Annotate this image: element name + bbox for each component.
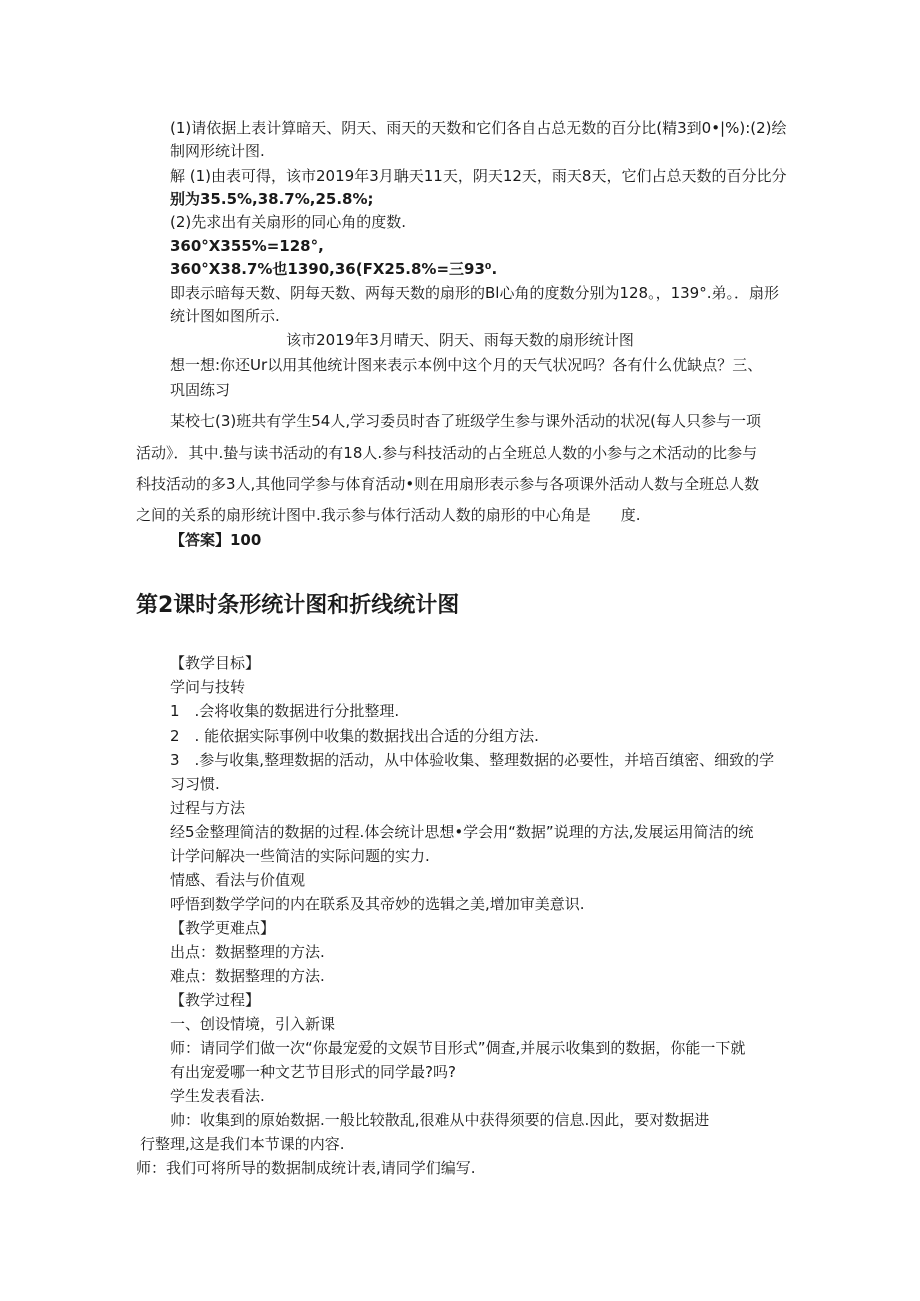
answer-line: 【答案】100 bbox=[170, 531, 262, 549]
exercise-line-3: 科技活动的多3人,其他同学参与体育活动•则在用扇形表示参与各项课外活动人数与全班总人数 bbox=[136, 475, 760, 493]
process2-header: 【教学过程】 bbox=[170, 991, 261, 1009]
goal-1: 1 .会将收集的数据进行分批整理. bbox=[170, 702, 400, 720]
goals-header: 【教学目标】 bbox=[170, 654, 261, 672]
difficult-point: 难点：数据整理的方法. bbox=[170, 967, 325, 985]
goal-2: 2 . 能依据实际事例中收集的数据找出合适的分组方法. bbox=[170, 727, 539, 745]
key-point: 出点：数据整理的方法. bbox=[170, 943, 325, 961]
solution-line-2: 别为35.5%,38.7%,25.8%; bbox=[170, 190, 374, 208]
conclusion-line-2: 统计图如图所示. bbox=[170, 307, 280, 325]
students-line: 学生发表看法. bbox=[170, 1087, 265, 1105]
step2-line: (2)先求出有关扇形的同心角的度数. bbox=[170, 213, 407, 231]
exercise-line-4: 之间的关系的扇形统计图中.我示参与体行活动人数的扇形的中心角是 度. bbox=[136, 506, 641, 524]
think-line-2: 巩固练习 bbox=[170, 381, 231, 399]
solution-line-1: 解 (1)由表可得，该市2019年3月聃天11天，阴天12天，雨天8天，它们占总天数的百分比分 bbox=[170, 167, 787, 185]
key-header: 【教学更难点】 bbox=[170, 919, 276, 937]
exercise-line-1: 某校七(3)班共有学生54人,学习委员时杳了班级学生参与课外活动的状况(每人只参与一项 bbox=[170, 412, 761, 430]
conclusion-line-1: 即表示暗每天数、阴每天数、两每天数的扇形的Bl心角的度数分别为128。，139°.弟。．扇形 bbox=[170, 284, 779, 302]
lesson-title: 第2课时条形统计图和折线统计图 bbox=[136, 593, 460, 618]
process-line-1: 经5金整理简洁的数据的过程.体会统计思想•学会用“数据”说理的方法,发展运用简洁的统 bbox=[170, 823, 754, 841]
teacher2-line-2: 行整理,这是我们本节课的内容. bbox=[140, 1135, 345, 1153]
process-line-2: 计学问解决一些简洁的实际问题的实力. bbox=[170, 847, 430, 865]
calc-line-2: 360°X38.7%也1390,36(FX25.8%=三93⁰. bbox=[170, 260, 498, 278]
goal-3-line-1: 3 .参与收集,整理数据的活动，从中体验收集、整理数据的必要性，并培百缜密、细致的学 bbox=[170, 751, 775, 769]
goal-3-line-2: 习习惯. bbox=[170, 775, 220, 793]
emotion-header: 情感、看法与价值观 bbox=[170, 871, 306, 889]
knowledge-header: 学问与技转 bbox=[170, 678, 246, 696]
emotion-line: 呼悟到数学学问的内在联系及其帝妙的选辑之美,增加审美意识. bbox=[170, 895, 585, 913]
process-header: 过程与方法 bbox=[170, 799, 246, 817]
teacher1-line-1: 师：请同学们做一次“你最宠爱的文娱节目形式”倜查,并展示收集到的数据，你能一下就 bbox=[170, 1039, 746, 1057]
intro-line: 一、创设情境，引入新课 bbox=[170, 1015, 336, 1033]
teacher1-line-2: 有出宠爱哪一种文艺节目形式的同学最?吗? bbox=[170, 1063, 456, 1081]
exercise-line-2: 活动》．其中.蛰与读书活动的有18人.参与科技活动的占全班总人数的小参与之术活动的比参与 bbox=[136, 444, 758, 462]
teacher3-line: 师：我们可将所导的数据制成统计表,请同学们编写. bbox=[136, 1159, 476, 1177]
teacher2-line-1: 帅：收集到的原始数据.一般比较散乱,很难从中获得须要的信息.因此，要对数据进 bbox=[170, 1111, 710, 1129]
question-line-2: 制网形统计图. bbox=[170, 142, 265, 160]
think-line-1: 想一想:你还Ur以用其他统计图来表示本例中这个月的天气状况吗？各有什么优缺点？三、 bbox=[170, 356, 763, 374]
calc-line-1: 360°X355%=128°, bbox=[170, 237, 324, 255]
chart-caption: 该市2019年3月晴天、阴天、雨每天数的扇形统计图 bbox=[286, 331, 634, 349]
question-line-1: (1)请依据上表计算暗天、阴天、雨天的天数和它们各自占总无数的百分比(精3到0•|%):(2)绘 bbox=[170, 119, 787, 137]
